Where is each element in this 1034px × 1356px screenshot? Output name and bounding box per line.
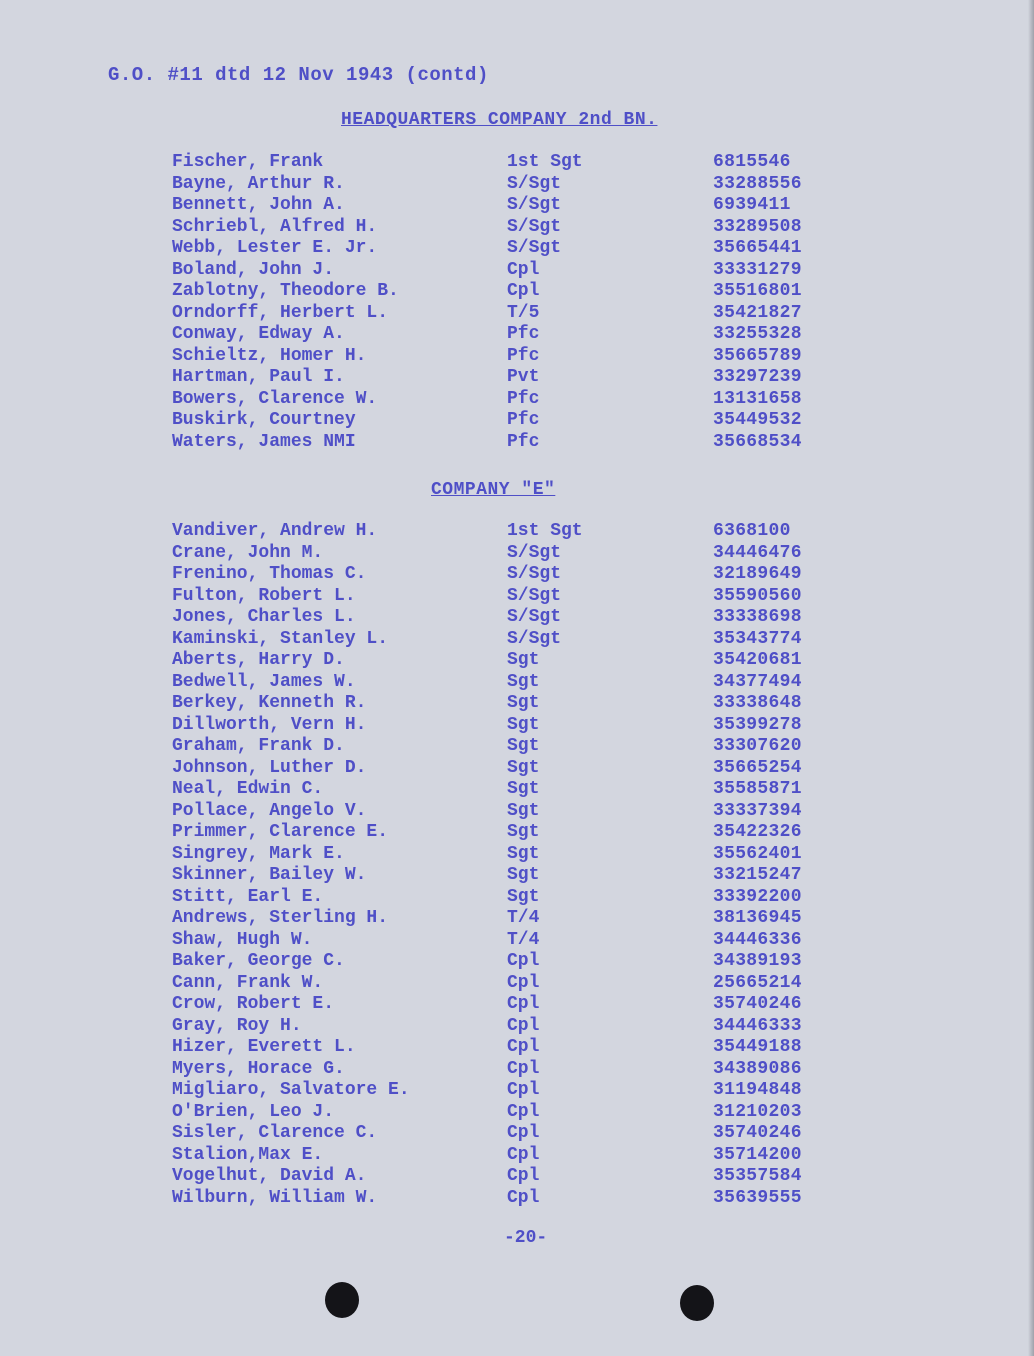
serial-number: 34446333 xyxy=(713,1015,802,1036)
soldier-rank: S/Sgt xyxy=(507,564,562,584)
roster-row xyxy=(172,238,832,260)
soldier-rank: Cpl xyxy=(507,1015,540,1036)
soldier-rank: 1st Sgt xyxy=(507,521,583,541)
serial-number: 25665214 xyxy=(713,972,802,993)
soldier-rank: S/Sgt xyxy=(507,173,562,194)
soldier-rank: S/Sgt xyxy=(507,542,562,563)
soldier-name: Cann, Frank W. xyxy=(172,972,324,993)
soldier-rank: Sgt xyxy=(507,757,540,778)
soldier-rank: Sgt xyxy=(507,779,540,799)
soldier-rank: Pfc xyxy=(507,388,540,409)
soldier-rank: S/Sgt xyxy=(507,195,562,215)
soldier-name: Fischer, Frank xyxy=(172,152,324,172)
soldier-name: Stitt, Earl E. xyxy=(172,886,324,907)
roster-row xyxy=(172,586,832,608)
roster-row xyxy=(172,367,832,389)
soldier-rank: Sgt xyxy=(507,650,540,670)
roster-row xyxy=(172,389,832,411)
roster-row xyxy=(172,930,832,952)
roster-row xyxy=(172,543,832,565)
serial-number: 35665441 xyxy=(713,238,802,258)
serial-number: 38136945 xyxy=(713,908,802,928)
soldier-name: Vogelhut, David A. xyxy=(172,1166,367,1186)
soldier-rank: Sgt xyxy=(507,714,540,735)
roster-row xyxy=(172,887,832,909)
serial-number: 35562401 xyxy=(713,843,802,864)
soldier-rank: Cpl xyxy=(507,281,540,301)
soldier-rank: Sgt xyxy=(507,886,540,907)
soldier-rank: Pfc xyxy=(507,410,540,430)
roster-row xyxy=(172,564,832,586)
soldier-name: Webb, Lester E. Jr. xyxy=(172,238,378,258)
serial-number: 33338698 xyxy=(713,607,802,627)
soldier-name: Vandiver, Andrew H. xyxy=(172,521,378,541)
roster-row xyxy=(172,650,832,672)
serial-number: 33331279 xyxy=(713,259,802,280)
roster-row xyxy=(172,1037,832,1059)
soldier-rank: S/Sgt xyxy=(507,628,562,649)
serial-number: 35639555 xyxy=(713,1187,802,1208)
serial-number: 34377494 xyxy=(713,671,802,692)
soldier-rank: Sgt xyxy=(507,693,540,713)
roster-row xyxy=(172,195,832,217)
roster-row xyxy=(172,1080,832,1102)
roster-row xyxy=(172,1102,832,1124)
soldier-name: Schieltz, Homer H. xyxy=(172,345,367,366)
roster-row xyxy=(172,736,832,758)
soldier-name: Singrey, Mark E. xyxy=(172,843,345,864)
serial-number: 33307620 xyxy=(713,736,802,756)
serial-number: 33392200 xyxy=(713,886,802,907)
serial-number: 6815546 xyxy=(713,152,791,172)
roster-row xyxy=(172,693,832,715)
serial-number: 35740246 xyxy=(713,1123,802,1143)
serial-number: 33255328 xyxy=(713,324,802,344)
soldier-name: Kaminski, Stanley L. xyxy=(172,628,389,649)
soldier-rank: Sgt xyxy=(507,736,540,756)
soldier-rank: Pfc xyxy=(507,345,540,366)
soldier-name: Baker, George C. xyxy=(172,951,345,971)
soldier-rank: Pvt xyxy=(507,367,540,387)
serial-number: 35665254 xyxy=(713,757,802,778)
soldier-rank: Cpl xyxy=(507,1123,540,1143)
soldier-name: Andrews, Sterling H. xyxy=(172,908,389,928)
roster-row xyxy=(172,410,832,432)
roster-row xyxy=(172,865,832,887)
soldier-name: Boland, John J. xyxy=(172,259,335,280)
roster-row xyxy=(172,779,832,801)
roster-row xyxy=(172,844,832,866)
roster-row xyxy=(172,1059,832,1081)
serial-number: 33288556 xyxy=(713,173,802,194)
soldier-name: Stalion,Max E. xyxy=(172,1144,324,1165)
roster-row xyxy=(172,152,832,174)
soldier-rank: S/Sgt xyxy=(507,216,562,237)
soldier-rank: Pfc xyxy=(507,324,540,344)
soldier-name: Hizer, Everett L. xyxy=(172,1037,356,1057)
soldier-rank: Cpl xyxy=(507,259,540,280)
soldier-rank: Cpl xyxy=(507,1166,540,1186)
soldier-name: Shaw, Hugh W. xyxy=(172,929,313,950)
hq-company-roster xyxy=(172,152,832,453)
soldier-name: Hartman, Paul I. xyxy=(172,367,345,387)
serial-number: 35668534 xyxy=(713,431,802,452)
serial-number: 35516801 xyxy=(713,281,802,301)
soldier-name: Crane, John M. xyxy=(172,542,324,563)
soldier-name: Myers, Horace G. xyxy=(172,1058,345,1079)
punch-hole-left xyxy=(325,1282,359,1318)
serial-number: 35357584 xyxy=(713,1166,802,1186)
soldier-name: Bedwell, James W. xyxy=(172,671,356,692)
serial-number: 35420681 xyxy=(713,650,802,670)
serial-number: 31194848 xyxy=(713,1080,802,1100)
soldier-name: Crow, Robert E. xyxy=(172,994,335,1014)
roster-row xyxy=(172,1016,832,1038)
roster-row xyxy=(172,951,832,973)
serial-number: 34389193 xyxy=(713,951,802,971)
serial-number: 35449188 xyxy=(713,1037,802,1057)
roster-row xyxy=(172,607,832,629)
soldier-rank: S/Sgt xyxy=(507,585,562,606)
soldier-rank: Cpl xyxy=(507,1187,540,1208)
soldier-name: Dillworth, Vern H. xyxy=(172,714,367,735)
soldier-name: Johnson, Luther D. xyxy=(172,757,367,778)
serial-number: 32189649 xyxy=(713,564,802,584)
roster-row xyxy=(172,672,832,694)
roster-row xyxy=(172,1188,832,1210)
roster-row xyxy=(172,260,832,282)
roster-row xyxy=(172,324,832,346)
company-e-roster xyxy=(172,521,832,1209)
serial-number: 35449532 xyxy=(713,410,802,430)
soldier-rank: Sgt xyxy=(507,865,540,885)
soldier-rank: Cpl xyxy=(507,994,540,1014)
serial-number: 6939411 xyxy=(713,195,791,215)
soldier-rank: Sgt xyxy=(507,822,540,842)
soldier-name: Bennett, John A. xyxy=(172,195,345,215)
serial-number: 34446336 xyxy=(713,929,802,950)
soldier-name: Migliaro, Salvatore E. xyxy=(172,1080,410,1100)
soldier-rank: 1st Sgt xyxy=(507,152,583,172)
punch-hole-right xyxy=(680,1285,714,1321)
serial-number: 35590560 xyxy=(713,585,802,606)
roster-row xyxy=(172,1166,832,1188)
serial-number: 35740246 xyxy=(713,994,802,1014)
soldier-rank: Cpl xyxy=(507,1144,540,1165)
soldier-rank: S/Sgt xyxy=(507,607,562,627)
roster-row xyxy=(172,801,832,823)
soldier-name: Frenino, Thomas C. xyxy=(172,564,367,584)
soldier-name: Wilburn, William W. xyxy=(172,1187,378,1208)
soldier-rank: Cpl xyxy=(507,1037,540,1057)
roster-row xyxy=(172,908,832,930)
serial-number: 35714200 xyxy=(713,1144,802,1165)
soldier-name: Jones, Charles L. xyxy=(172,607,356,627)
roster-row xyxy=(172,822,832,844)
serial-number: 35422326 xyxy=(713,822,802,842)
soldier-name: Primmer, Clarence E. xyxy=(172,822,389,842)
soldier-name: Fulton, Robert L. xyxy=(172,585,356,606)
soldier-name: Berkey, Kenneth R. xyxy=(172,693,367,713)
roster-row xyxy=(172,1123,832,1145)
soldier-name: Schriebl, Alfred H. xyxy=(172,216,378,237)
soldier-name: Graham, Frank D. xyxy=(172,736,345,756)
serial-number: 35421827 xyxy=(713,302,802,323)
soldier-name: Aberts, Harry D. xyxy=(172,650,345,670)
soldier-name: Conway, Edway A. xyxy=(172,324,345,344)
roster-row xyxy=(172,1145,832,1167)
serial-number: 31210203 xyxy=(713,1101,802,1122)
page-number: -20- xyxy=(504,1228,548,1248)
soldier-rank: Pfc xyxy=(507,431,540,452)
soldier-rank: Sgt xyxy=(507,843,540,864)
soldier-rank: S/Sgt xyxy=(507,238,562,258)
roster-row xyxy=(172,715,832,737)
roster-row xyxy=(172,281,832,303)
serial-number: 6368100 xyxy=(713,521,791,541)
soldier-name: Bayne, Arthur R. xyxy=(172,173,345,194)
serial-number: 35399278 xyxy=(713,714,802,735)
soldier-name: Buskirk, Courtney xyxy=(172,410,356,430)
serial-number: 33289508 xyxy=(713,216,802,237)
serial-number: 33297239 xyxy=(713,367,802,387)
soldier-name: Orndorff, Herbert L. xyxy=(172,302,389,323)
soldier-rank: T/4 xyxy=(507,908,540,928)
soldier-name: Bowers, Clarence W. xyxy=(172,388,378,409)
soldier-rank: Sgt xyxy=(507,671,540,692)
soldier-name: Neal, Edwin C. xyxy=(172,779,324,799)
soldier-name: Zablotny, Theodore B. xyxy=(172,281,399,301)
company-e-title: COMPANY "E" xyxy=(431,480,556,500)
order-header: G.O. #11 dtd 12 Nov 1943 (contd) xyxy=(108,64,489,86)
serial-number: 34389086 xyxy=(713,1058,802,1079)
serial-number: 35343774 xyxy=(713,628,802,649)
soldier-rank: Sgt xyxy=(507,800,540,821)
roster-row xyxy=(172,973,832,995)
serial-number: 35585871 xyxy=(713,779,802,799)
serial-number: 33338648 xyxy=(713,693,802,713)
soldier-rank: Cpl xyxy=(507,951,540,971)
soldier-rank: Cpl xyxy=(507,1080,540,1100)
roster-row xyxy=(172,303,832,325)
serial-number: 33215247 xyxy=(713,865,802,885)
serial-number: 13131658 xyxy=(713,388,802,409)
soldier-name: Waters, James NMI xyxy=(172,431,356,452)
soldier-rank: Cpl xyxy=(507,1058,540,1079)
roster-row xyxy=(172,629,832,651)
serial-number: 33337394 xyxy=(713,800,802,821)
soldier-name: Gray, Roy H. xyxy=(172,1015,302,1036)
serial-number: 34446476 xyxy=(713,542,802,563)
roster-row xyxy=(172,432,832,454)
hq-company-title: HEADQUARTERS COMPANY 2nd BN. xyxy=(341,110,658,130)
soldier-name: Sisler, Clarence C. xyxy=(172,1123,378,1143)
soldier-rank: Cpl xyxy=(507,972,540,993)
soldier-rank: T/4 xyxy=(507,929,540,950)
soldier-name: O'Brien, Leo J. xyxy=(172,1101,335,1122)
roster-row xyxy=(172,758,832,780)
soldier-name: Skinner, Bailey W. xyxy=(172,865,367,885)
roster-row xyxy=(172,994,832,1016)
soldier-name: Pollace, Angelo V. xyxy=(172,800,367,821)
page-edge-shadow xyxy=(1028,0,1034,1356)
roster-row xyxy=(172,217,832,239)
roster-row xyxy=(172,521,832,543)
roster-row xyxy=(172,346,832,368)
serial-number: 35665789 xyxy=(713,345,802,366)
soldier-rank: Cpl xyxy=(507,1101,540,1122)
roster-row xyxy=(172,174,832,196)
soldier-rank: T/5 xyxy=(507,302,540,323)
